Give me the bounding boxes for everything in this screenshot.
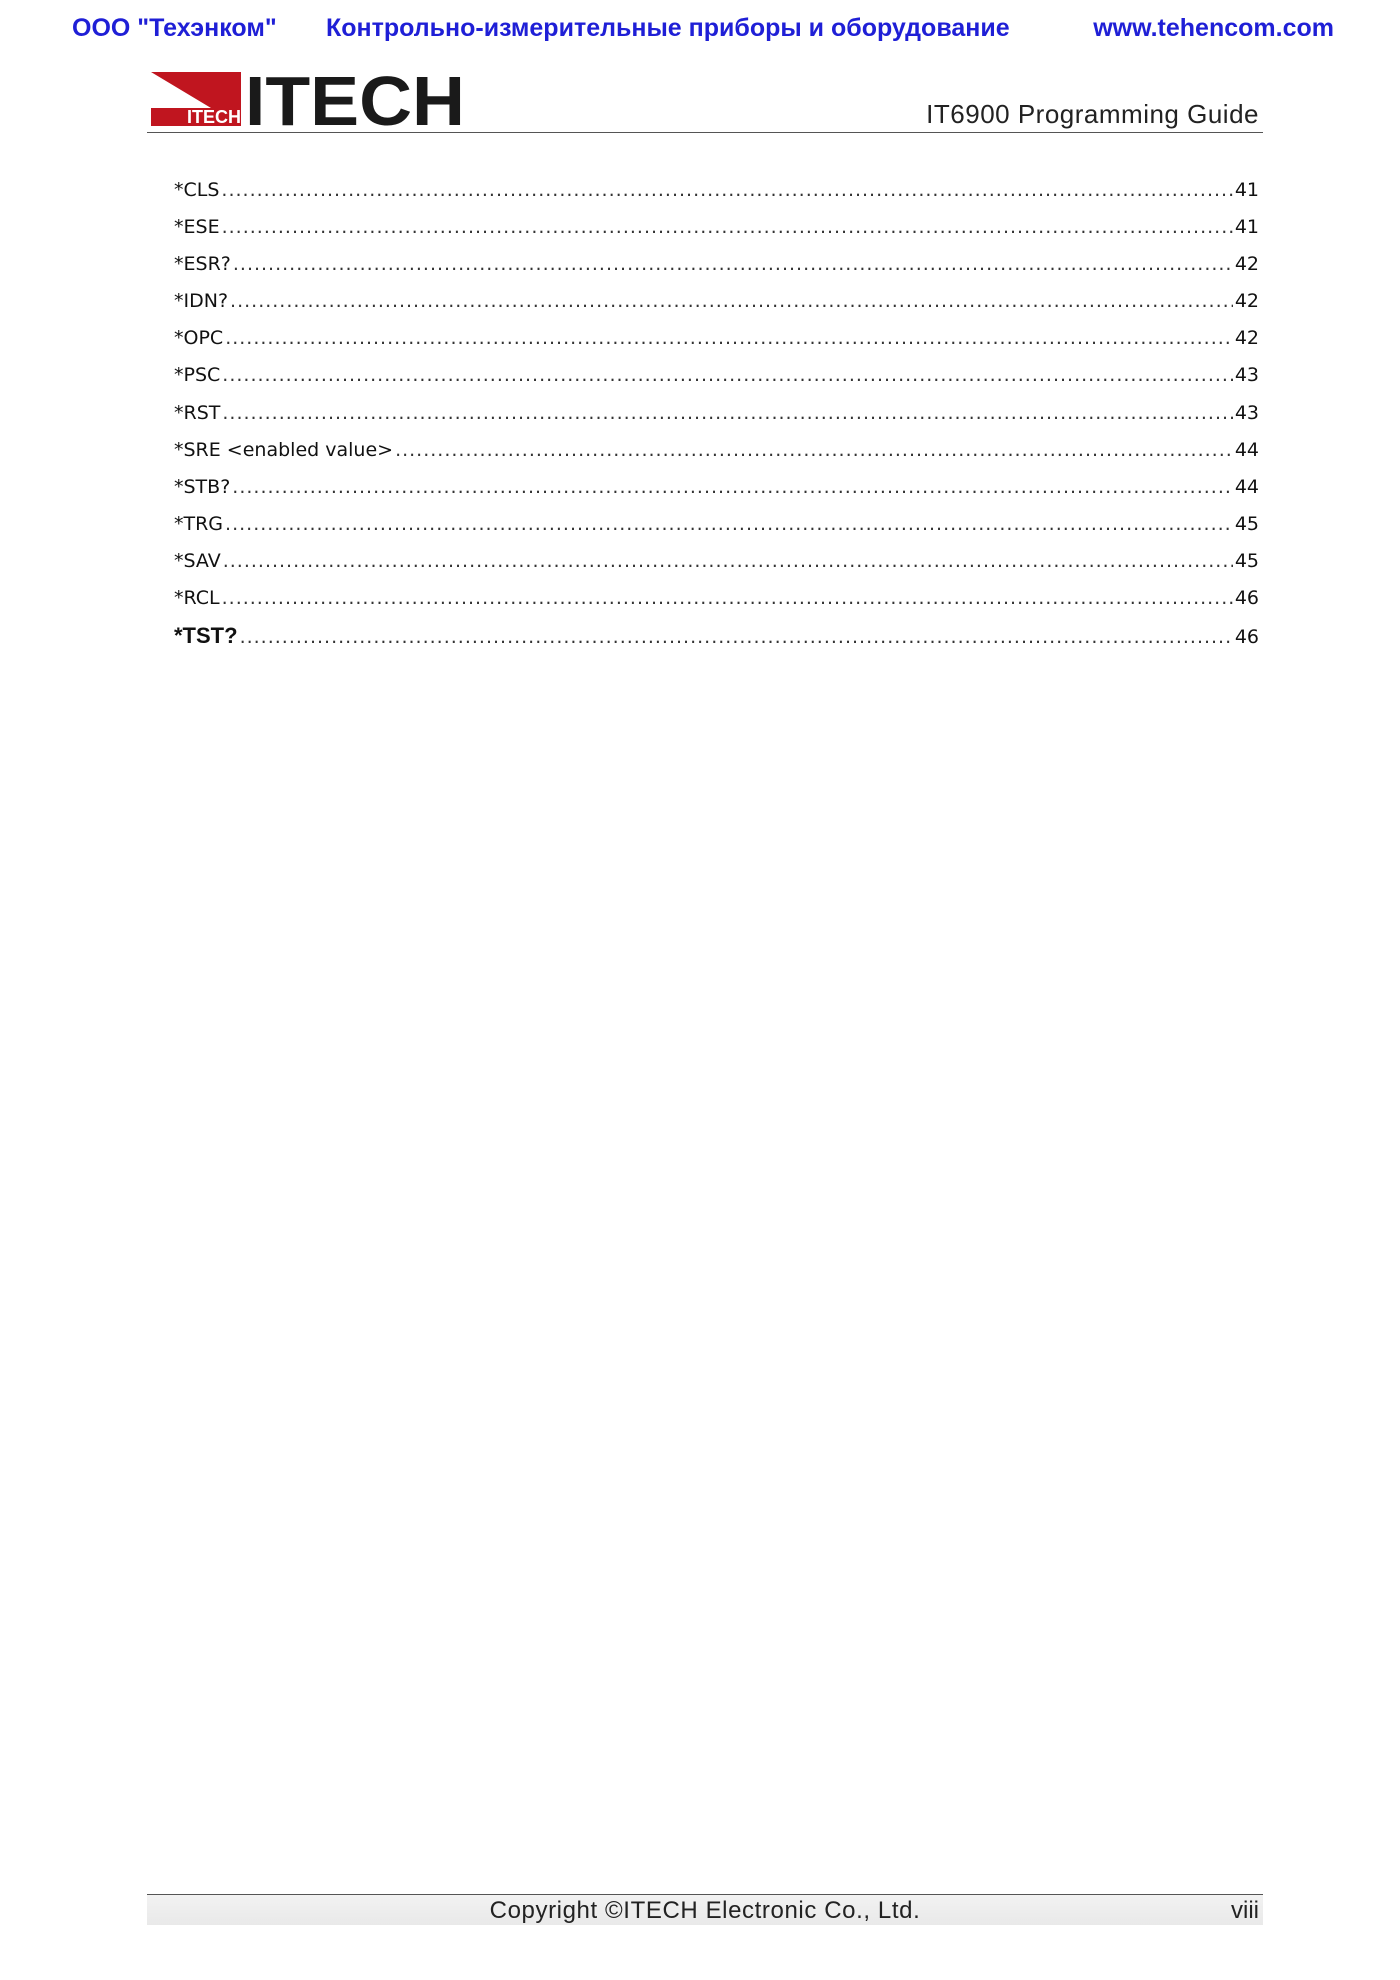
toc-dot-leader — [222, 209, 1233, 246]
toc-entry-label: *TST? — [174, 623, 238, 649]
toc-entry-page: 42 — [1234, 290, 1259, 313]
toc-dot-leader — [233, 246, 1233, 283]
toc-entry[interactable] — [174, 617, 1259, 654]
toc-entry-page: 45 — [1234, 512, 1259, 535]
toc-dot-leader — [222, 357, 1233, 394]
toc-dot-leader — [395, 432, 1233, 469]
toc-entry[interactable] — [174, 432, 1259, 469]
toc-dot-leader — [232, 469, 1233, 506]
toc-entry[interactable] — [174, 172, 1259, 209]
toc-entry-label: *RST — [174, 401, 221, 424]
logo-wordmark: ITECH — [245, 68, 465, 130]
toc-dot-leader — [222, 395, 1232, 432]
toc-entry[interactable] — [174, 395, 1259, 432]
document-title: IT6900 Programming Guide — [926, 99, 1259, 129]
toc-entry-label: *PSC — [174, 364, 221, 387]
page-footer — [147, 1894, 1263, 1925]
footer-page-number: viii — [1231, 1897, 1259, 1924]
footer-copyright: Copyright ©ITECH Electronic Co., Ltd. — [489, 1897, 921, 1924]
toc-entry-label: *ESR? — [174, 253, 231, 276]
toc-dot-leader — [240, 619, 1233, 656]
toc-dot-leader — [222, 580, 1233, 617]
toc-entry-page: 43 — [1234, 401, 1259, 424]
top-banner — [72, 14, 1334, 48]
itech-logo — [149, 68, 469, 130]
toc-dot-leader — [221, 172, 1232, 209]
table-of-contents — [174, 172, 1259, 654]
toc-entry[interactable] — [174, 246, 1259, 283]
toc-entry-page: 42 — [1234, 253, 1259, 276]
toc-entry-label: *TRG — [174, 512, 224, 535]
toc-entry-page: 41 — [1234, 216, 1259, 239]
logo-badge-text: ITECH — [187, 107, 241, 127]
toc-entry[interactable] — [174, 320, 1259, 357]
toc-entry-page: 44 — [1234, 438, 1259, 461]
toc-entry[interactable] — [174, 357, 1259, 394]
toc-entry-label: *ESE — [174, 216, 220, 239]
toc-dot-leader — [225, 320, 1233, 357]
toc-entry-label: *OPC — [174, 327, 224, 350]
toc-entry[interactable] — [174, 543, 1259, 580]
toc-entry-page: 43 — [1234, 364, 1259, 387]
banner-tagline: Контрольно-измерительные приборы и оборудование — [326, 14, 1010, 42]
toc-dot-leader — [225, 506, 1233, 543]
toc-dot-leader — [223, 543, 1233, 580]
toc-entry-page: 45 — [1234, 549, 1259, 572]
toc-entry-page: 44 — [1234, 475, 1259, 498]
toc-entry-label: *STB? — [174, 475, 231, 498]
banner-company-name: ООО "Техэнком" — [72, 14, 277, 42]
toc-entry[interactable] — [174, 506, 1259, 543]
toc-entry[interactable] — [174, 283, 1259, 320]
toc-entry-label: *SRE <enabled value> — [174, 438, 394, 461]
toc-entry[interactable] — [174, 469, 1259, 506]
toc-entry-page: 46 — [1234, 587, 1259, 610]
toc-entry-label: *SAV — [174, 549, 221, 572]
toc-dot-leader — [230, 283, 1233, 320]
page-header — [147, 64, 1263, 133]
toc-entry-page: 41 — [1234, 179, 1259, 201]
toc-entry[interactable] — [174, 580, 1259, 617]
toc-entry-page: 42 — [1234, 327, 1259, 350]
toc-entry-page: 46 — [1234, 626, 1259, 649]
toc-entry-label: *IDN? — [174, 290, 229, 313]
toc-entry[interactable] — [174, 209, 1259, 246]
toc-entry-label: *CLS — [174, 179, 220, 201]
toc-entry-label: *RCL — [174, 587, 220, 610]
banner-website-link[interactable]: www.tehencom.com — [1093, 14, 1334, 42]
